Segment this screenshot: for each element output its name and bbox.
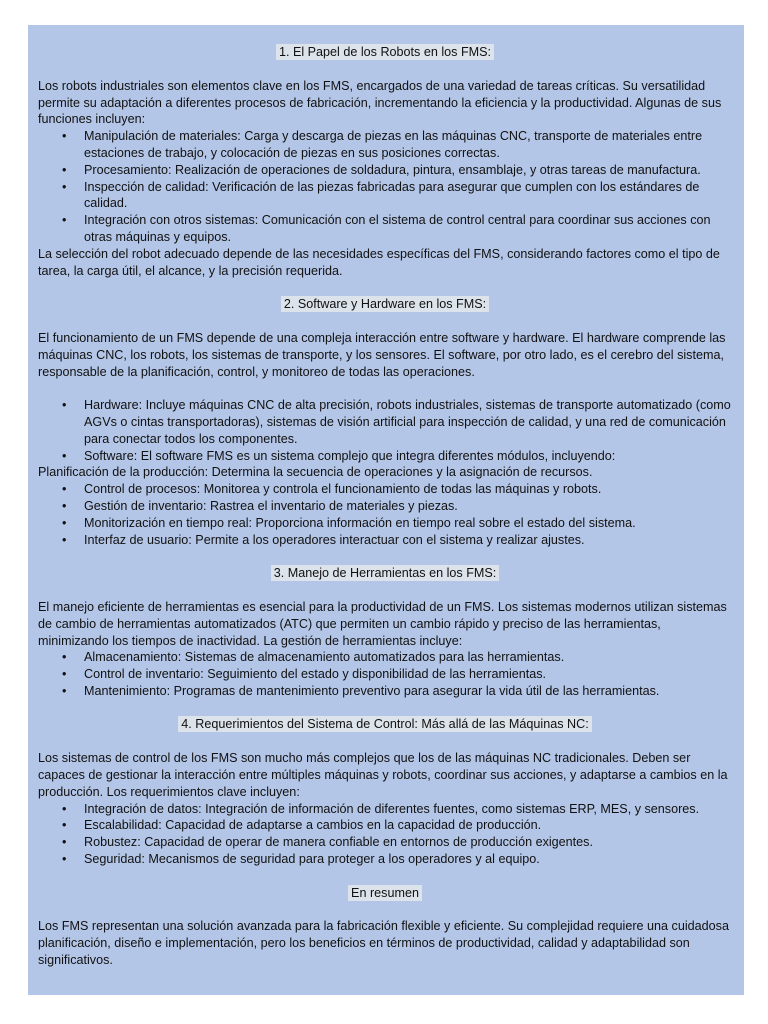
list-item: • Integración con otros sistemas: Comunicación con el sistema de control central para coordinar sus acciones con otras máquinas y equipos. (62, 213, 711, 244)
list-item: • Seguridad: Mecanismos de seguridad para proteger a los operadores y al equipo. (62, 852, 540, 867)
bullet-icon: • (62, 667, 67, 682)
list-item: • Robustez: Capacidad de operar de manera confiable en entornos de producción exigentes. (62, 835, 593, 850)
document-page (28, 25, 744, 995)
section-robots (38, 44, 732, 279)
list-item: • Gestión de inventario: Rastrea el inventario de materiales y piezas. (62, 498, 458, 513)
bullet-icon: • (62, 498, 67, 513)
bullet-list (38, 397, 732, 464)
bullet-icon: • (62, 213, 67, 228)
list-item: • Almacenamiento: Sistemas de almacenamiento automatizados para las herramientas. (62, 650, 565, 665)
paragraph-gap (38, 548, 732, 565)
bullet-icon: • (62, 683, 67, 698)
list-item: • Monitorización en tiempo real: Proporciona información en tiempo real sobre el estado del sistema. (62, 515, 636, 530)
section-heading: 2. Software y Hardware en los FMS: (38, 296, 732, 313)
list-item: • Interfaz de usuario: Permite a los operadores interactuar con el sistema y realizar ajustes. (62, 532, 585, 547)
section-intro: Los sistemas de control de los FMS son mucho más complejos que los de las máquinas NC tradicionales. Deben ser capaces de gestionar la interacción entre múltiples máquinas y robots, coordinar sus acciones, y adaptarse a cambios en la producción. Los requerimientos clave incluyen: (38, 751, 728, 799)
bullet-list (38, 128, 732, 246)
bullet-icon: • (62, 835, 67, 850)
section-summary (38, 885, 732, 969)
paragraph-gap (38, 868, 732, 885)
bullet-list (38, 801, 732, 868)
bullet-icon: • (62, 398, 67, 413)
section-heading: 4. Requerimientos del Sistema de Control: Más allá de las Máquinas NC: (38, 716, 732, 733)
list-item: • Control de inventario: Seguimiento del estado y disponibilidad de las herramientas. (62, 667, 547, 682)
list-item: • Hardware: Incluye máquinas CNC de alta precisión, robots industriales, sistemas de transporte automatizado (como AGVs o cintas transportadoras), sistemas de visión artificial para inspección de calidad, y una red de comunicación para conectar todos los componentes. (62, 398, 731, 446)
list-item: • Integración de datos: Integración de información de diferentes fuentes, como sistemas ERP, MES, y sensores. (62, 801, 700, 816)
section-outro: La selección del robot adecuado depende de las necesidades específicas del FMS, considerando factores como el tipo de tarea, la carga útil, el alcance, y la precisión requerida. (38, 246, 720, 278)
bullet-icon: • (62, 650, 67, 665)
bullet-icon: • (62, 801, 67, 816)
section-intro: El funcionamiento de un FMS depende de una compleja interacción entre software y hardware. El hardware comprende las máquinas CNC, los robots, los sistemas de transporte, y los sensores. El software, por otro lado, es el cerebro del sistema, responsable de la planificación, control, y monitoreo de todas las operaciones. (38, 330, 726, 379)
paragraph-gap (38, 700, 732, 717)
list-item: • Control de procesos: Monitorea y controla el funcionamiento de todas las máquinas y robots. (62, 482, 602, 497)
section-heading: En resumen (38, 885, 732, 902)
section-heading: 3. Manejo de Herramientas en los FMS: (38, 565, 732, 582)
bullet-icon: • (62, 852, 67, 867)
section-intro: El manejo eficiente de herramientas es esencial para la productividad de un FMS. Los sistemas modernos utilizan sistemas de cambio de herramientas automatizados (ATC) que permiten un cambio rápido y preciso de las herramientas, minimizando los tiempos de inactividad. La gestión de herramientas incluye: (38, 599, 727, 648)
section-intro: Los robots industriales son elementos clave en los FMS, encargados de una variedad de tareas críticas. Su versatilidad permite su adaptación a diferentes procesos de fabricación, incrementando la eficiencia y la productividad. Algunas de sus funciones incluyen: (38, 78, 722, 127)
bullet-icon: • (62, 482, 67, 497)
section-heading: 1. El Papel de los Robots en los FMS: (38, 44, 732, 61)
list-item: • Software: El software FMS es un sistema complejo que integra diferentes módulos, incluyendo: (62, 448, 616, 463)
bullet-list (38, 481, 732, 548)
list-item: • Inspección de calidad: Verificación de las piezas fabricadas para asegurar que cumplen con los estándares de calidad. (62, 179, 700, 211)
paragraph-gap (38, 380, 732, 397)
list-item: • Manipulación de materiales: Carga y descarga de piezas en las máquinas CNC, transporte de materiales entre estaciones de trabajo, y colocación de piezas en sus posiciones correctas. (62, 129, 703, 160)
section-intro: Los FMS representan una solución avanzada para la fabricación flexible y eficiente. Su complejidad requiere una cuidadosa planificación, diseño e implementación, pero los beneficios en términos de productividad, calidad y adaptabilidad son significativos. (38, 919, 729, 968)
paragraph-gap (38, 279, 732, 296)
bullet-icon: • (62, 179, 67, 194)
list-item: • Procesamiento: Realización de operaciones de soldadura, pintura, ensamblaje, y otras tareas de manufactura. (62, 162, 701, 177)
bullet-icon: • (62, 532, 67, 547)
bullet-icon: • (62, 448, 67, 463)
section-tools (38, 565, 732, 700)
list-item: • Escalabilidad: Capacidad de adaptarse a cambios en la capacidad de producción. (62, 818, 542, 833)
bullet-icon: • (62, 515, 67, 530)
section-software-hardware (38, 296, 732, 548)
bullet-icon: • (62, 818, 67, 833)
section-control-requirements (38, 716, 732, 867)
bullet-icon: • (62, 129, 67, 144)
list-item: • Mantenimiento: Programas de mantenimiento preventivo para asegurar la vida útil de las herramientas. (62, 683, 660, 698)
bullet-icon: • (62, 162, 67, 177)
bullet-list (38, 649, 732, 699)
plain-line: Planificación de la producción: Determina la secuencia de operaciones y la asignación de recursos. (38, 465, 593, 480)
